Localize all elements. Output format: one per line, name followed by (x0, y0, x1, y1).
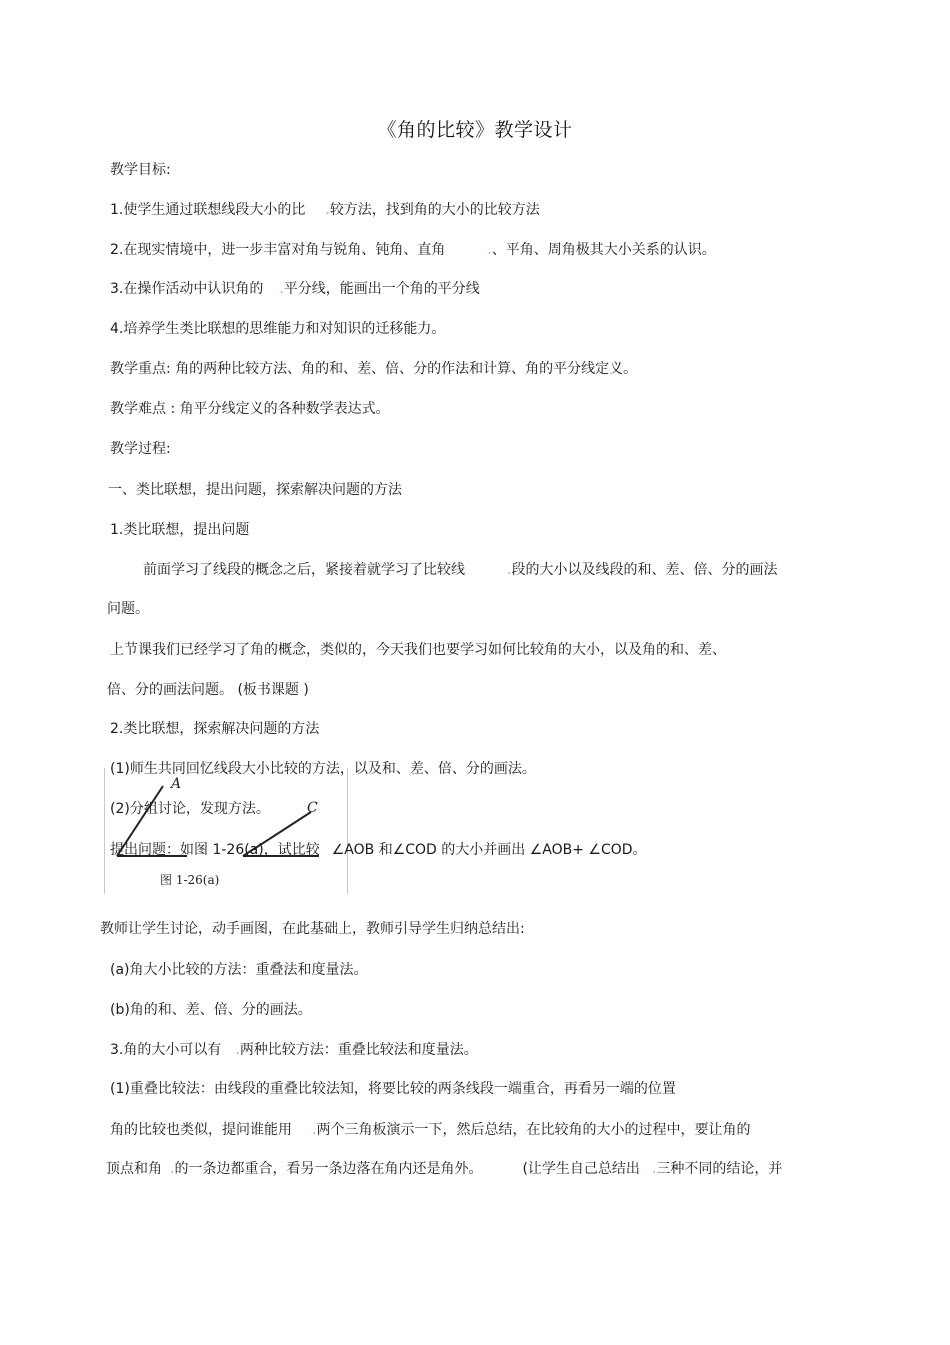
question-part-b: ∠AOB 和∠COD 的大小并画出 ∠AOB+ ∠COD。 (331, 842, 647, 858)
figure-caption: 图 1-26(a) (160, 873, 220, 887)
summary-b: (b)角的和、差、倍、分的画法。 (110, 1002, 312, 1018)
objective-2 (110, 241, 716, 259)
overlap-method: (1)重叠比较法：由线段的重叠比较法知，将要比较的两条线段一端重合，再看另一端的位置 (110, 1081, 676, 1097)
key-point: 教学重点: 角的两种比较方法、角的和、差、倍、分的作法和计算、角的平分线定义。 (110, 361, 638, 377)
paragraph-4 (106, 1160, 782, 1178)
objective-1 (110, 201, 540, 219)
angle-diagram (105, 768, 347, 894)
paragraph-3-part-a: 角的比较也类似，提问谁能用 (110, 1122, 292, 1138)
mark-dot: . (487, 242, 492, 258)
subsection-2: 2.类比联想，探索解决问题的方法 (110, 721, 320, 737)
document-title: 《角的比较》教学设计 (377, 119, 573, 141)
paragraph-1-line-1 (143, 561, 777, 579)
mark-dot: . (279, 281, 284, 297)
paragraph-4-part-b: 的一条边都重合，看另一条边落在角内还是角外。 (174, 1161, 483, 1177)
objective-2-part-a: 2.在现实情境中，进一步丰富对角与锐角、钝角、直角 (110, 242, 446, 258)
paragraph-4-part-d: 三种不同的结论，并 (656, 1161, 783, 1177)
paragraph-1-part-a: 前面学习了线段的概念之后，紧接着就学习了比较线 (143, 562, 465, 578)
teacher-guidance: 教师让学生讨论，动手画图，在此基础上，教师引导学生归纳总结出: (100, 921, 525, 937)
paragraph-2-line-2: 倍、分的画法问题。 (板书课题 ) (107, 682, 309, 698)
step-2: (2)分组讨论，发现方法。 (110, 801, 270, 817)
paragraph-4-part-c: (让学生自己总结出 (522, 1161, 640, 1177)
paragraph-3-part-b: 两个三角板演示一下，然后总结，在比较角的大小的过程中，要让角的 (316, 1122, 751, 1138)
angle-figure (104, 768, 348, 894)
objectives-heading: 教学目标: (110, 162, 171, 178)
paragraph-1-part-b: 段的大小以及线段的和、差、倍、分的画法 (511, 562, 778, 578)
objective-3 (110, 280, 480, 298)
paragraph-1-line-2: 问题。 (107, 601, 149, 617)
mark-dot: . (170, 1161, 175, 1177)
objective-3-part-b: 平分线，能画出一个角的平分线 (283, 281, 480, 297)
label-a: A (171, 776, 182, 792)
mark-dot: . (312, 1122, 317, 1138)
paragraph-2-line-1: 上节课我们已经学习了角的概念，类似的，今天我们也要学习如何比较角的大小，以及角的和、差、 (110, 642, 726, 658)
difficulty: 教学难点 : 角平分线定义的各种数学表达式。 (110, 401, 390, 417)
mark-dot: . (235, 1042, 240, 1058)
objective-3-part-a: 3.在操作活动中认识角的 (110, 281, 264, 297)
objective-1-part-a: 1.使学生通过联想线段大小的比 (110, 202, 306, 218)
step-1: (1)师生共同回忆线段大小比较的方法，以及和、差、倍、分的画法。 (110, 761, 536, 777)
objective-1-part-b: 较方法，找到角的大小的比较方法 (329, 202, 540, 218)
subsection-1: 1.类比联想，提出问题 (110, 522, 250, 538)
process-heading: 教学过程: (110, 441, 171, 457)
subsection-3-part-b: 两种比较方法：重叠比较法和度量法。 (239, 1042, 478, 1058)
mark-dot: . (651, 1161, 657, 1177)
section-1-heading: 一、类比联想，提出问题，探索解决问题的方法 (108, 482, 402, 498)
paragraph-3 (110, 1121, 750, 1139)
subsection-3-part-a: 3.角的大小可以有 (110, 1042, 222, 1058)
subsection-3 (110, 1041, 478, 1059)
mark-dot: . (507, 562, 512, 578)
question (110, 841, 647, 859)
summary-a: (a)角大小比较的方法：重叠法和度量法。 (110, 962, 368, 978)
objective-4: 4.培养学生类比联想的思维能力和对知识的迁移能力。 (110, 321, 446, 337)
mark-dot: . (325, 202, 330, 218)
objective-2-part-b: 、平角、周角极其大小关系的认识。 (491, 242, 716, 258)
paragraph-4-part-a: 顶点和角 (106, 1161, 162, 1177)
question-part-a: 提出问题：如图 1-26(a)，试比较 (110, 842, 320, 858)
label-c: C (307, 800, 318, 816)
